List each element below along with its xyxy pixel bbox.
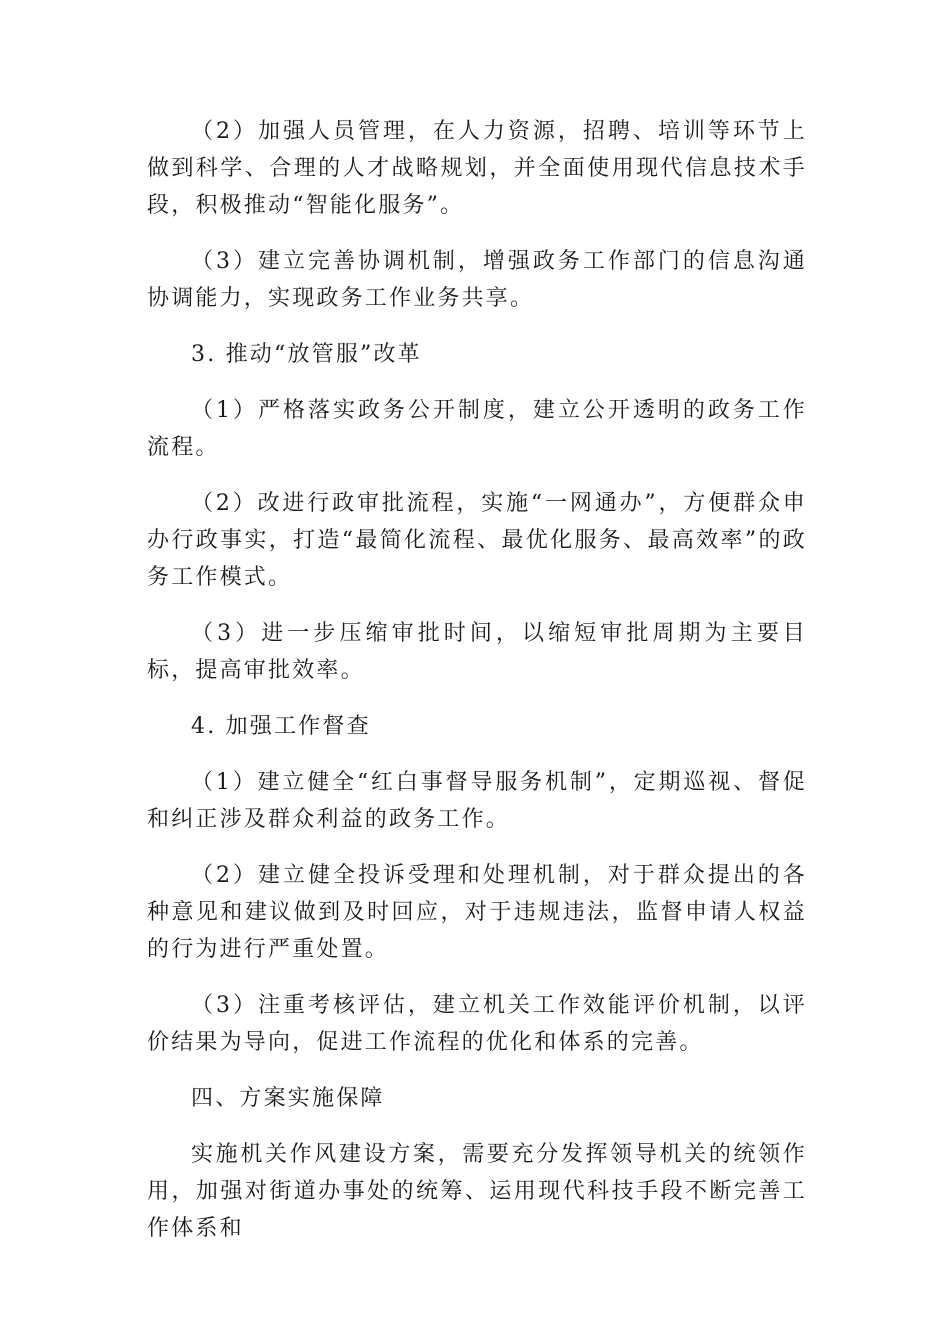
paragraph-assessment: （3）注重考核评估，建立机关工作效能评价机制，以评价结果为导向，促进工作流程的优化和体系的完善。 (147, 993, 807, 1055)
paragraph-supervision-mechanism: （1）建立健全“红白事督导服务机制”，定期巡视、督促和纠正涉及群众利益的政务工作。 (147, 770, 807, 832)
paragraph-public-affairs: （1）严格落实政务公开制度，建立公开透明的政务工作流程。 (147, 398, 807, 460)
section-heading-reform: 3. 推动“放管服”改革 (191, 342, 422, 367)
paragraph-implementation-body: 实施机关作风建设方案，需要充分发挥领导机关的统领作用，加强对街道办事处的统筹、运用现代科技手段不断完善工作体系和 (147, 1142, 807, 1241)
document-body (147, 113, 807, 1266)
paragraph-personnel-management: （2）加强人员管理，在人力资源，招聘、培训等环节上做到科学、合理的人才战略规划，并全面使用现代信息技术手段，积极推动“智能化服务”。 (147, 119, 807, 218)
paragraph-approval-process: （2）改进行政审批流程，实施“一网通办”，方便群众申办行政事实，打造“最简化流程、最优化服务、最高效率”的政务工作模式。 (147, 491, 807, 590)
section-heading-supervision: 4. 加强工作督查 (191, 714, 371, 739)
paragraph-approval-time: （3）进一步压缩审批时间，以缩短审批周期为主要目标，提高审批效率。 (147, 621, 807, 683)
paragraph-complaint-handling: （2）建立健全投诉受理和处理机制，对于群众提出的各种意见和建议做到及时回应，对于违规违法，监督申请人权益的行为进行严重处置。 (147, 863, 807, 962)
paragraph-coordination-mechanism: （3）建立完善协调机制，增强政务工作部门的信息沟通协调能力，实现政务工作业务共享。 (147, 249, 807, 311)
section-heading-implementation: 四、方案实施保障 (191, 1086, 385, 1111)
